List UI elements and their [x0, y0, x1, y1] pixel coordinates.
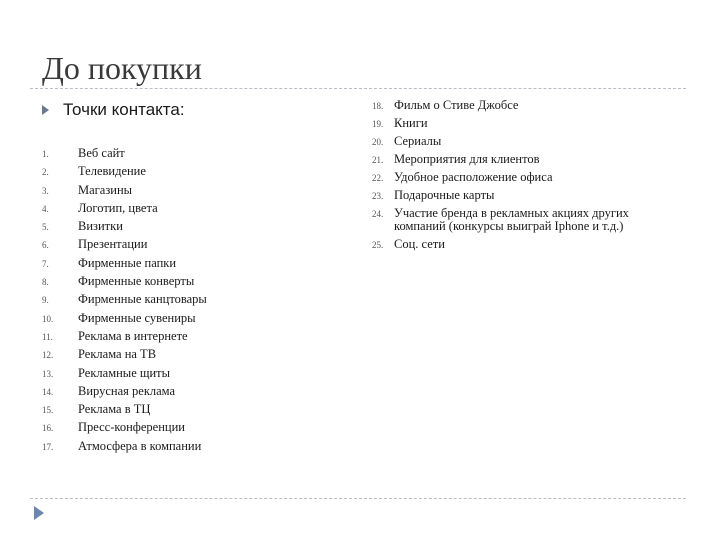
- list-item-number: 3.: [42, 185, 49, 196]
- list-item: [42, 217, 312, 235]
- list-item: [372, 132, 672, 150]
- list-item: [42, 345, 312, 363]
- list-item-text: Атмосфера в компании: [78, 438, 202, 453]
- list-item-text: Вирусная реклама: [78, 383, 176, 398]
- list-item-text: Презентации: [78, 237, 148, 252]
- heading-label: Точки контакта:: [63, 100, 185, 119]
- list-item-text: Логотип, цвета: [78, 200, 158, 215]
- list-item: [42, 235, 312, 253]
- list-item-text: Сериалы: [394, 133, 442, 148]
- list-item-number: 6.: [42, 240, 49, 251]
- list-item-number: 19.: [372, 119, 384, 129]
- contact-points-heading: [42, 100, 185, 120]
- list-item-number: 23.: [372, 191, 384, 201]
- list-item-text: Реклама в ТЦ: [78, 402, 151, 417]
- list-item-number: 10.: [42, 313, 54, 324]
- list-item-number: 9.: [42, 295, 49, 306]
- list-item-number: 16.: [42, 423, 54, 434]
- slide-title: До покупки: [42, 50, 202, 86]
- list-item: [42, 144, 312, 162]
- list-item-number: 18.: [372, 101, 384, 111]
- list-item-text: Соц. сети: [394, 236, 445, 251]
- list-item-number: 17.: [42, 441, 54, 452]
- list-item-text: Веб сайт: [78, 146, 125, 160]
- list-item: [372, 150, 672, 168]
- list-item-text: Пресс-конференции: [78, 420, 185, 435]
- list-item-text: Реклама на ТВ: [78, 347, 157, 362]
- list-item-text: Участие бренда в рекламных акциях других компаний (конкурсы выиграй Iphone и т.д.): [394, 205, 629, 233]
- corner-triangle-icon: [34, 506, 44, 520]
- list-item: [372, 114, 672, 132]
- list-item-number: 12.: [42, 350, 54, 361]
- list-item: [372, 96, 672, 114]
- list-item-text: Фирменные канцтовары: [78, 292, 207, 307]
- list-item-number: 8.: [42, 277, 49, 288]
- list-item-number: 5.: [42, 222, 49, 233]
- list-item: [372, 186, 672, 204]
- list-item-number: 20.: [372, 137, 384, 147]
- right-numbered-list: [372, 96, 672, 253]
- list-item-text: Визитки: [78, 219, 123, 234]
- list-item-text: Рекламные щиты: [78, 365, 171, 380]
- list-item: [42, 162, 312, 180]
- list-item: [42, 364, 312, 382]
- list-item-number: 21.: [372, 155, 384, 165]
- triangle-bullet-icon: [42, 105, 49, 115]
- list-item-number: 15.: [42, 405, 54, 416]
- list-item: [42, 272, 312, 290]
- list-item: [372, 168, 672, 186]
- list-item: [42, 437, 312, 455]
- list-item-text: Мероприятия для клиентов: [394, 151, 540, 166]
- list-item: [42, 418, 312, 436]
- list-item-number: 25.: [372, 240, 384, 250]
- list-item-number: 24.: [372, 209, 384, 219]
- list-item-text: Фирменные конверты: [78, 274, 195, 289]
- list-item: [372, 204, 672, 235]
- list-item: [372, 235, 672, 253]
- list-item-number: 13.: [42, 368, 54, 379]
- list-item-text: Фирменные сувениры: [78, 310, 196, 325]
- left-numbered-list: [42, 144, 312, 455]
- list-item: [42, 254, 312, 272]
- list-item-number: 11.: [42, 331, 53, 342]
- list-item-text: Магазины: [78, 182, 133, 197]
- list-item-number: 4.: [42, 203, 49, 214]
- list-item: [42, 382, 312, 400]
- list-item: [42, 290, 312, 308]
- list-item-text: Телевидение: [78, 164, 146, 179]
- footer-divider: [30, 498, 686, 499]
- list-item: [42, 400, 312, 418]
- list-item-number: 14.: [42, 386, 54, 397]
- list-item-text: Книги: [394, 115, 428, 130]
- list-item-text: Удобное расположение офиса: [394, 169, 553, 184]
- list-item-number: 7.: [42, 258, 49, 269]
- list-item-text: Фирменные папки: [78, 255, 177, 270]
- list-item-text: Фильм о Стиве Джобсе: [394, 97, 519, 112]
- list-item: [42, 309, 312, 327]
- list-item-text: Реклама в интернете: [78, 328, 188, 343]
- list-item-number: 1.: [42, 149, 49, 159]
- list-item: [42, 199, 312, 217]
- list-item-number: 2.: [42, 167, 49, 178]
- list-item-number: 22.: [372, 173, 384, 183]
- list-item: [42, 181, 312, 199]
- list-item-text: Подарочные карты: [394, 187, 495, 202]
- list-item: [42, 327, 312, 345]
- title-divider: [30, 88, 686, 89]
